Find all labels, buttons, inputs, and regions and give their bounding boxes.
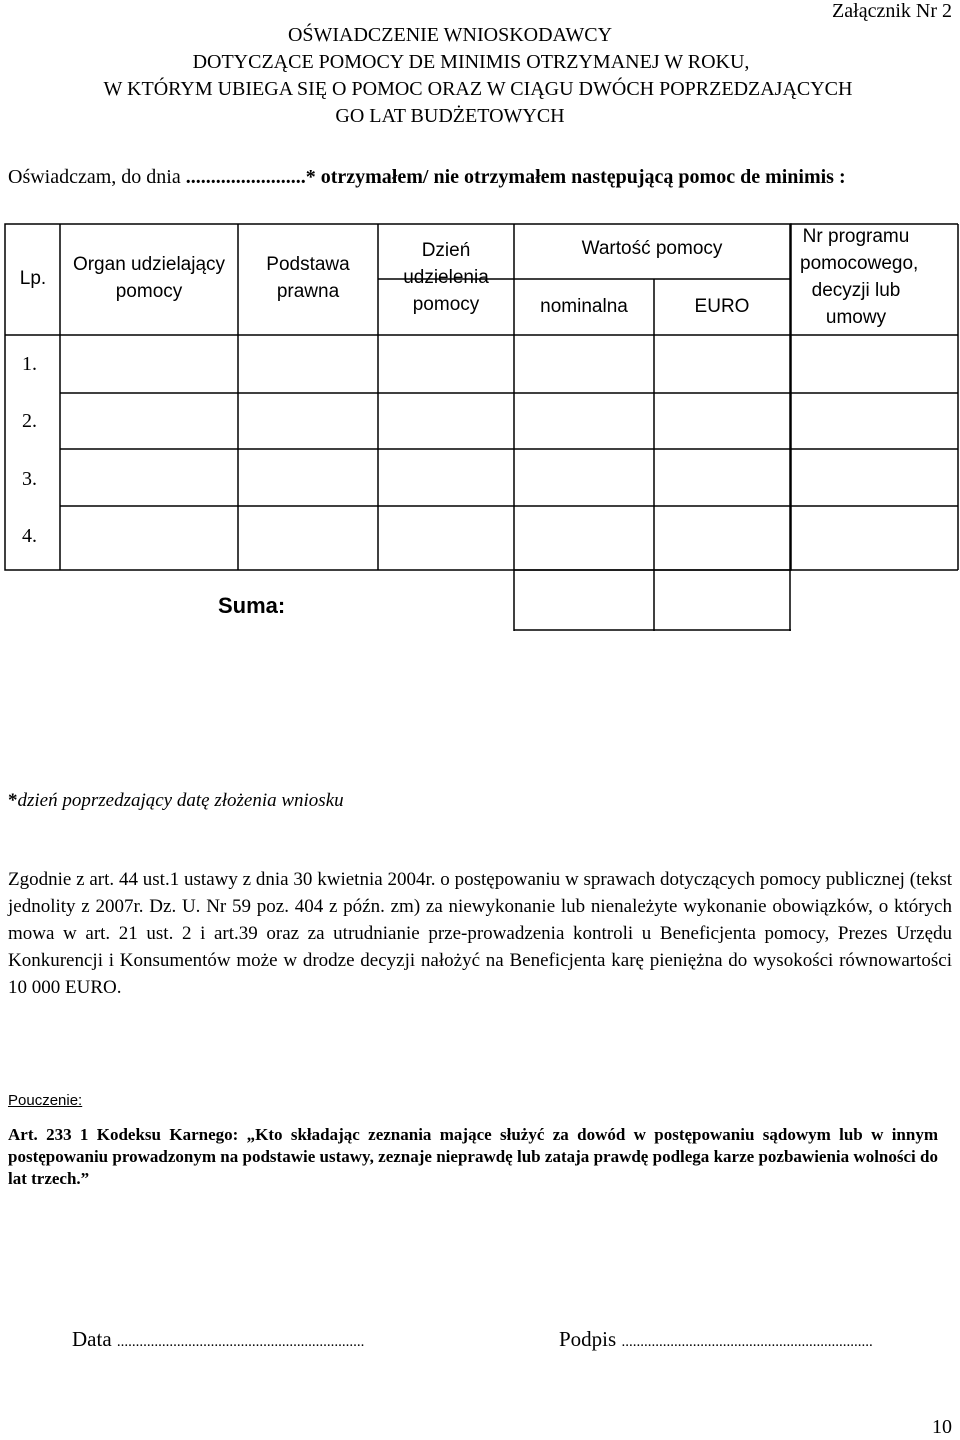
signature-field (559, 1327, 873, 1352)
footnote-text: dzień poprzedzający datę złożenia wniosku (17, 790, 344, 811)
page-number: 10 (932, 1416, 952, 1438)
document-title (0, 22, 960, 130)
date-fill-dots: ........................ (185, 166, 306, 188)
statement-prefix: Oświadczam, do dnia (8, 166, 186, 188)
header-nominalna: nominalna (540, 296, 628, 317)
annex-label: Załącznik Nr 2 (832, 0, 952, 22)
row-number-3: 3. (22, 468, 37, 490)
header-wartosc: Wartość pomocy (581, 238, 723, 259)
title-line-3: W KTÓRYM UBIEGA SIĘ O POMOC ORAZ W CIĄGU DWÓCH POPRZEDZAJĄCYCH (103, 78, 853, 100)
footnote (8, 790, 344, 812)
signature-label: Podpis (559, 1327, 617, 1351)
nr-programu-column-lines (790, 223, 960, 571)
header-organ: Organ udzielający pomocy (72, 254, 226, 302)
date-dots: .................................................................. (116, 1334, 365, 1350)
legal-paragraph (8, 866, 952, 1001)
legal-text: Zgodnie z art. 44 ust.1 ustawy z dnia 30 kwietnia 2004r. o postępowaniu w sprawach dotyczących pomocy publicznej (tekst jednolity z 2007r. Dz. U. Nr 59 poz. 404 z późn. zm) za niewykonanie lub nienależyte wykonanie obowiązków, o których mowa w art. 21 ust. 2 i art.39 oraz za utrudnianie prze-prowadzenia kontroli u Beneficjenta pomocy, Prezes Urzędu Konkurencji i Konsumentów może w drodze decyzji nałożyć na Beneficjenta karę pieniężna do wysokości równowartości 10 000 EURO. (8, 869, 952, 998)
title-line-1: OŚWIADCZENIE WNIOSKODAWCY (287, 24, 613, 46)
criminal-code-article: Art. 233 1 Kodeksu Karnego: „Kto składając zeznania mające służyć za dowód w postępowaniu sądowym lub w innym postępowaniu prowadzonym na podstawie ustawy, zeznaje nieprawdę lub zataja prawdę podlega karze pozbawienia wolności do lat trzech.” (8, 1125, 938, 1188)
sum-label: Suma: (218, 593, 286, 618)
header-dzien: Dzień udzielenia pomocy (403, 240, 489, 315)
header-podstawa: Podstawa prawna (266, 254, 350, 302)
row-number-4: 4. (22, 525, 37, 547)
signature-dots: ................................................................... (621, 1334, 873, 1350)
pouczenie-label: Pouczenie: (8, 1092, 83, 1109)
statement-suffix: * otrzymałem/ nie otrzymałem następującą pomoc de minimis : (305, 166, 846, 188)
row-number-2: 2. (22, 410, 37, 432)
footnote-mark: * (8, 790, 18, 811)
header-lp: Lp. (19, 268, 47, 289)
row-number-1: 1. (22, 353, 37, 375)
header-euro: EURO (694, 296, 750, 317)
date-label: Data (72, 1327, 112, 1351)
aid-table (4, 223, 919, 631)
date-signature-field (72, 1327, 364, 1352)
header-nr-programu: Nr programu pomocowego, decyzji lub umowy (800, 226, 919, 328)
title-line-2: DOTYCZĄCE POMOCY DE MINIMIS OTRZYMANEJ W ROKU, (192, 51, 750, 73)
statement (8, 163, 948, 191)
title-line-4: GO LAT BUDŻETOWYCH (335, 105, 565, 127)
